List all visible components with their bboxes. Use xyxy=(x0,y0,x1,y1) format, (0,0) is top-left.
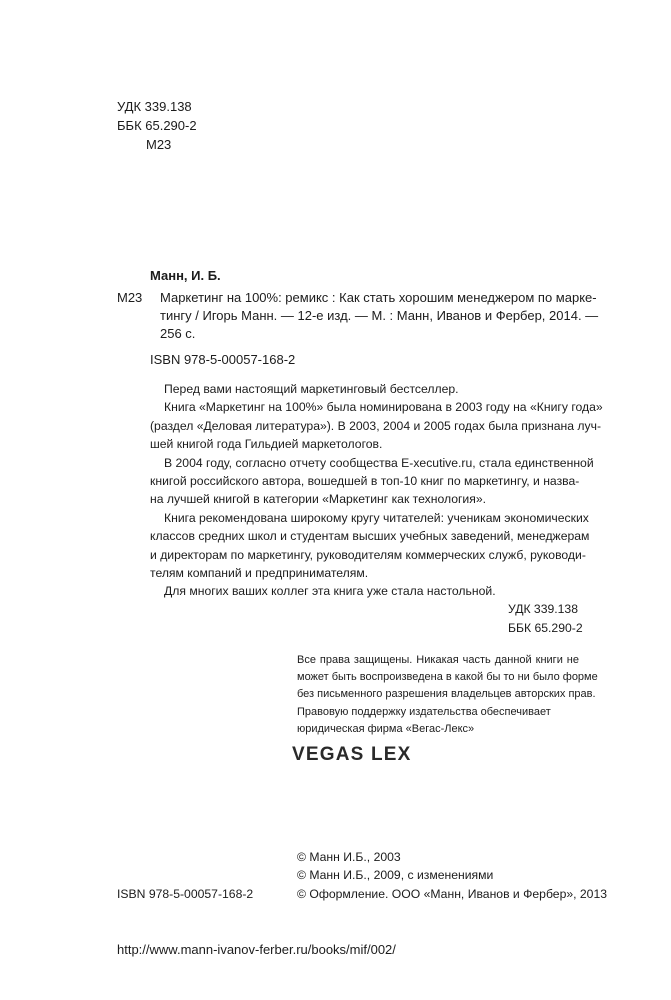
annotation-line: книгой российского автора, вошедшей в топ-10 книг по маркетингу, и назва- xyxy=(150,474,580,489)
rights-line: без письменного разрешения владельцев авторских прав. xyxy=(297,688,596,700)
udk-top: УДК 339.138 xyxy=(117,99,192,114)
entry-title-line: тингу / Игорь Манн. — 12-е изд. — М. : Манн, Иванов и Фербер, 2014. — xyxy=(160,308,599,323)
author-sign-top: М23 xyxy=(146,137,172,152)
annotation-line: Книга «Маркетинг на 100%» была номинирована в 2003 году на «Книгу года» xyxy=(164,400,603,415)
rights-line: может быть воспроизведена в какой бы то ни было форме xyxy=(297,671,598,683)
bbk-bottom: ББК 65.290-2 xyxy=(508,621,583,635)
legal-line: юридическая фирма «Вегас-Лекс» xyxy=(297,723,475,735)
entry-author: Манн, И. Б. xyxy=(150,268,221,283)
legal-line: Правовую поддержку издательства обеспечивает xyxy=(297,706,551,718)
entry-sign: М23 xyxy=(117,290,143,305)
copyright-line: © Манн И.Б., 2009, с изменениями xyxy=(297,868,494,883)
annotation-line: Для многих ваших коллег эта книга уже стала настольной. xyxy=(164,584,496,599)
annotation-line: телям компаний и предпринимателям. xyxy=(150,566,369,581)
annotation-line: классов средних школ и студентам высших учебных заведений, менеджерам xyxy=(150,529,590,544)
annotation-line: на лучшей книгой в категории «Маркетинг как технология». xyxy=(150,492,486,507)
annotation-line: и директорам по маркетингу, руководителям коммерческих служб, руководи- xyxy=(150,547,586,562)
legal-support xyxy=(297,704,579,738)
annotation-line: Перед вами настоящий маркетинговый бестселлер. xyxy=(164,382,459,396)
annotation-line: Книга рекомендована широкому кругу читателей: ученикам экономических xyxy=(164,510,589,525)
entry-title-line: 256 с. xyxy=(160,326,196,341)
udk-bottom: УДК 339.138 xyxy=(508,602,578,616)
rights-notice xyxy=(297,652,598,703)
vegas-lex-logo: VEGAS LEX xyxy=(292,744,412,765)
entry-isbn: ISBN 978-5-00057-168-2 xyxy=(150,352,296,367)
entry-title xyxy=(160,289,599,343)
copyright-line: © Оформление. ООО «Манн, Иванов и Фербер», 2013 xyxy=(297,886,608,901)
rights-line: Все права защищены. Никакая часть данной книги не xyxy=(297,654,579,666)
annotation xyxy=(150,380,603,601)
footer-url-link[interactable]: http://www.mann-ivanov-ferber.ru/books/mif/002/ xyxy=(117,942,396,957)
copyright xyxy=(297,848,608,903)
annotation-line: шей книгой года Гильдией маркетологов. xyxy=(150,437,383,452)
isbn-bottom: ISBN 978-5-00057-168-2 xyxy=(117,887,254,901)
annotation-line: В 2004 году, согласно отчету сообщества E-xecutive.ru, стала единственной xyxy=(164,455,594,470)
annotation-line: (раздел «Деловая литература»). В 2003, 2004 и 2005 годах была признана луч- xyxy=(150,418,602,433)
entry-title-line: Маркетинг на 100%: ремикс : Как стать хорошим менеджером по марке- xyxy=(160,290,597,305)
bbk-top: ББК 65.290-2 xyxy=(117,118,197,133)
copyright-line: © Манн И.Б., 2003 xyxy=(297,850,401,864)
